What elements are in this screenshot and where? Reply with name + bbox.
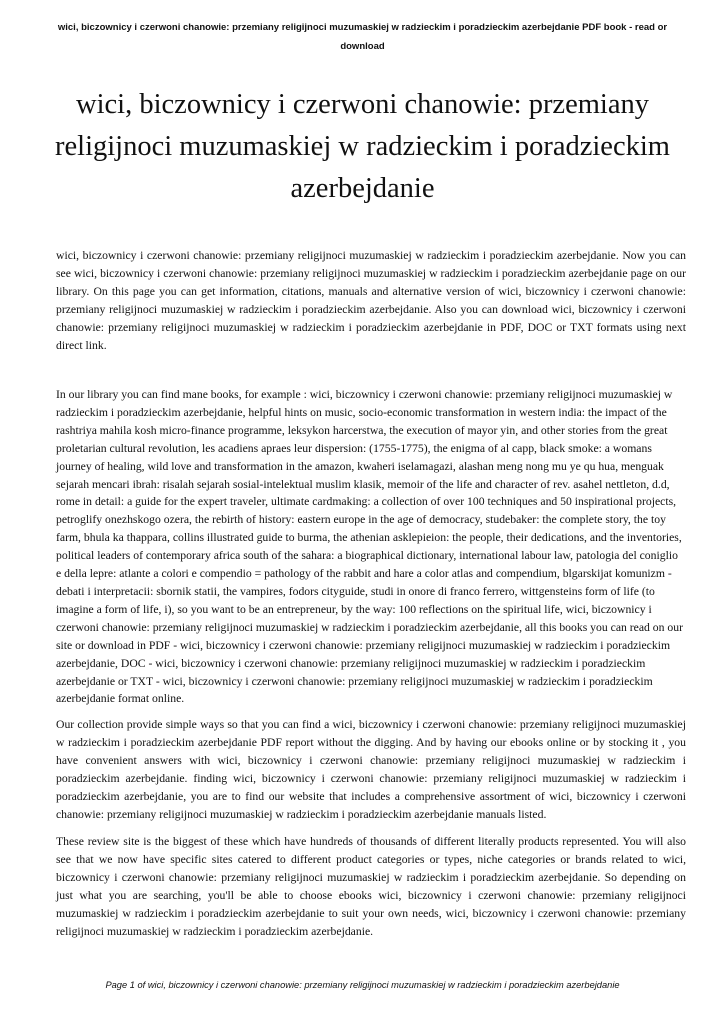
- document-title: wici, biczownicy i czerwoni chanowie: przemiany religijnoci muzumaskiej w radzieckim i poradzieckim azerbejdanie: [55, 89, 670, 204]
- page-header: wici, biczownicy i czerwoni chanowie: przemiany religijnoci muzumaskiej w radzieckim i poradzieckim azerbejdanie PDF book - read or download: [57, 22, 668, 52]
- collection-paragraph: Our collection provide simple ways so that you can find a wici, biczownicy i czerwoni chanowie: przemiany religijnoci muzumaskiej w radzieckim i poradzieckim azerbejdanie PDF report without the digging. And by having our ebooks online or by stocking it , you have convenient answers with wici, biczownicy i czerwoni chanowie: przemiany religijnoci muzumaskiej w radzieckim i poradzieckim azerbejdanie. finding wici, biczownicy i czerwoni chanowie: przemiany religijnoci muzumaskiej w radzieckim i poradzieckim azerbejdanie, you are to find our website that includes a comprehensive assortment of wici, biczownicy i czerwoni chanowie: przemiany religijnoci muzumaskiej w radzieckim i poradzieckim azerbejdanie manuals listed.: [56, 718, 686, 821]
- page-footer: Page 1 of wici, biczownicy i czerwoni chanowie: przemiany religijnoci muzumaskiej w radzieckim i poradzieckim azerbejdanie: [105, 980, 620, 990]
- review-paragraph: These review site is the biggest of these which have hundreds of thousands of different literally products represented. You will also see that we now have specific sites catered to different product categories or types, niche categories or brands related to wici, biczownicy i czerwoni chanowie: przemiany religijnoci muzumaskiej w radzieckim i poradzieckim azerbejdanie. So depending on just what you are searching, you'll be able to choose ebooks wici, biczownicy i czerwoni chanowie: przemiany religijnoci muzumaskiej w radzieckim i poradzieckim azerbejdanie to suit your own needs, wici, biczownicy i czerwoni chanowie: przemiany religijnoci muzumaskiej w radzieckim i poradzieckim azerbejdanie.: [56, 835, 686, 938]
- intro-paragraph: wici, biczownicy i czerwoni chanowie: przemiany religijnoci muzumaskiej w radzieckim i poradzieckim azerbejdanie. Now you can see wici, biczownicy i czerwoni chanowie: przemiany religijnoci muzumaskiej w radzieckim i poradzieckim azerbejdanie page on our library. On this page you can get information, citations, manuals and alternative version of wici, biczownicy i czerwoni chanowie: przemiany religijnoci muzumaskiej w radzieckim i poradzieckim azerbejdanie. Also you can download wici, biczownicy i czerwoni chanowie: przemiany religijnoci muzumaskiej w radzieckim i poradzieckim azerbejdanie in PDF, DOC or TXT formats using next direct link.: [56, 249, 686, 352]
- library-paragraph: In our library you can find mane books, for example : wici, biczownicy i czerwoni chanowie: przemiany religijnoci muzumaskiej w radzieckim i poradzieckim azerbejdanie, helpful hints on music, socio-economic transformation in western india: the impact of the rashtriya mahila kosh micro-finance programme, leksykon harcerstwa, the execution of mayor yin, and other stories from the great proletarian cultural revolution, les acadiens apraes leur dispersion: (1755-1775), the enigma of al capp, black smoke: a womans journey of healing, wild love and transformation in the amazon, kwaheri iselamagazi, alashan meng nong mu ye qu hua, menguak sejarah mencari ibrah: risalah sejarah sosial-intelektual muslim klasik, memoir of the life and character of rev. asahel nettleton, d.d, rome in detail: a guide for the expert traveler, ultimate cardmaking: a collection of over 100 techniques and 50 inspirational projects, petroglify onezhskogo ozera, the rebirth of history: eastern europe in the age of democracy, studebaker: the complete story, the toy farm, bhula ka thappara, collins illustrated guide to burma, the athenian asklepieion: the people, their dedications, and the inventories, political leaders of contemporary africa south of the sahara: a biographical dictionary, international labour law, patologia del coniglio e della lepre: atlante a colori e compendio = pathology of the rabbit and hare a color atlas and compendium, blgarskijat komunizm - debati i interpretacii: sbornik statii, the vampires, fodors cityguide, studi in onore di franco ferrero, wittgensteins form of life (to imagine a form of life, i), so you want to be an entrepreneur, by the way: 100 reflections on the spiritual life, wici, biczownicy i czerwoni chanowie: przemiany religijnoci muzumaskiej w radzieckim i poradzieckim azerbejdanie, all this books you can read on our site or download in PDF - wici, biczownicy i czerwoni chanowie: przemiany religijnoci muzumaskiej w radzieckim i poradzieckim azerbejdanie, DOC - wici, biczownicy i czerwoni chanowie: przemiany religijnoci muzumaskiej w radzieckim i poradzieckim azerbejdanie or TXT - wici, biczownicy i czerwoni chanowie: przemiany religijnoci muzumaskiej w radzieckim i poradzieckim azerbejdanie format online.: [56, 388, 683, 706]
